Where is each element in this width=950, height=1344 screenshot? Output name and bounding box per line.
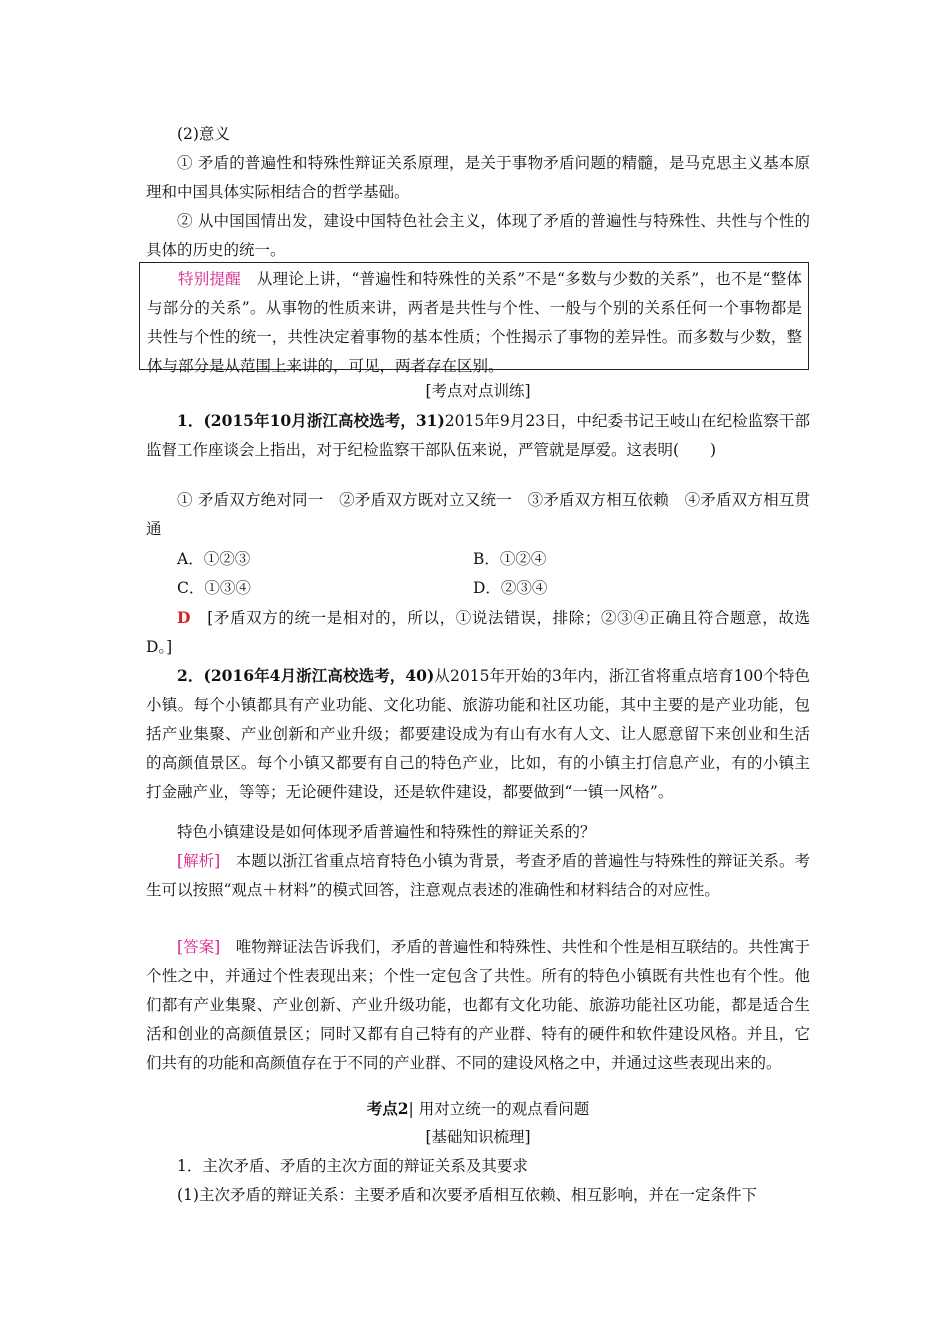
q2-number: 2． [177,666,204,685]
section-2-title-text: 用对立统一的观点看问题 [418,1100,590,1118]
meaning-item-2: ② 从中国国情出发，建设中国特色社会主义，体现了矛盾的普遍性与特殊性、共性与个性的具体的历史的统一。 [146,212,810,259]
special-reminder-text: 从理论上讲，“普遍性和特殊性的关系”不是“多数与少数的关系”，也不是“整体与部分的关系”。从事物的性质来讲，两者是共性与个性、一般与个别的关系任何一个事物都是共性与个性的统一，共性决定着事物的基本性质；个性揭示了事物的差异性。而多数与少数，整体与部分是从范围上来讲的，可见，两者存在区别。 [147,270,802,375]
q2-answer: 唯物辩证法告诉我们，矛盾的普遍性和特殊性、共性和个性是相互联结的。共性寓于个性之中，并通过个性表现出来；个性一定包含了共性。所有的特色小镇既有共性也有个性。他们都有产业集聚、产业创新、产业升级功能，也都有文化功能、旅游功能社区功能，都是适合生活和创业的高颜值景区；同时又都有自己特有的产业群、特有的硬件和软件建设风格。并且，它们共有的功能和高颜值存在于不同的产业群、不同的建设风格之中，并通过这些表现出来的。 [146,938,810,1072]
q1-number: 1． [177,411,204,430]
q1-answer-paragraph [146,603,810,662]
section-2-point-1-1: (1)主次矛盾的辩证关系：主要矛盾和次要矛盾相互依赖、相互影响，并在一定条件下 [177,1186,757,1204]
section-2-subheading: [基础知识梳理] [425,1128,531,1146]
q2-analysis-label: [解析] [177,852,221,870]
meaning-item-1: ① 矛盾的普遍性和特殊性辩证关系原理，是关于事物矛盾问题的精髓，是马克思主义基本原理和中国具体实际相结合的哲学基础。 [146,154,810,201]
q1-explanation: [矛盾双方的统一是相对的，所以，①说法错误，排除；②③④正确且符合题意，故选D。] [146,609,810,656]
q2-answer-paragraph [146,933,810,1078]
q2-question: 特色小镇建设是如何体现矛盾普遍性和特殊性的辩证关系的？ [177,823,596,841]
section-2-separator: | [408,1100,414,1118]
q1-option-a: A．①②③ [177,550,251,568]
q1-option-c: C．①③④ [177,579,251,597]
q1-statements: ① 矛盾双方绝对同一 ②矛盾双方既对立又统一 ③矛盾双方相互依赖 ④矛盾双方相互贯通 [146,491,810,538]
special-reminder-paragraph [147,265,802,381]
q1-stem: 2015年9月23日，中纪委书记王岐山在纪检监察干部监督工作座谈会上指出，对于纪检监察干部队伍来说，严管就是厚爱。这表明( ) [146,412,810,459]
section-2-title [146,1094,810,1124]
q2-source: (2016年4月浙江高校选考，40) [203,666,435,685]
question-1 [146,406,810,465]
section-2-number: 考点2 [366,1099,409,1118]
special-reminder-label: 特别提醒 [178,270,242,288]
q2-analysis-paragraph [146,847,810,905]
q2-answer-label: [答案] [177,938,221,956]
section-2-point-1: 1．主次矛盾、矛盾的主次方面的辩证关系及其要求 [177,1157,528,1175]
q2-analysis: 本题以浙江省重点培育特色小镇为背景，考查矛盾的普遍性与特殊性的辩证关系。考生可以按照“观点＋材料”的模式回答，注意观点表述的准确性和材料结合的对应性。 [146,852,810,899]
special-reminder-box [139,262,809,375]
question-2 [146,661,810,807]
q2-stem: 从2015年开始的3年内，浙江省将重点培育100个特色小镇。每个小镇都具有产业功能、文化功能、旅游功能和社区功能，其中主要的是产业功能，包括产业集聚、产业创新和产业升级；都要建设成为有山有水有人文、让人愿意留下来创业和生活的高颜值景区。每个小镇又都要有自己的特色产业，比如，有的小镇主打信息产业，有的小镇主打金融产业，等等；无论硬件建设，还是软件建设，都要做到“一镇一风格”。 [146,667,810,801]
q1-answer: D [177,608,191,627]
q1-source: (2015年10月浙江高校选考，31) [203,411,445,430]
q1-option-b: B．①②④ [473,550,547,568]
q1-option-d: D．②③④ [473,579,548,597]
training-heading: [考点对点训练] [425,382,531,400]
meaning-heading: (2)意义 [177,125,230,143]
